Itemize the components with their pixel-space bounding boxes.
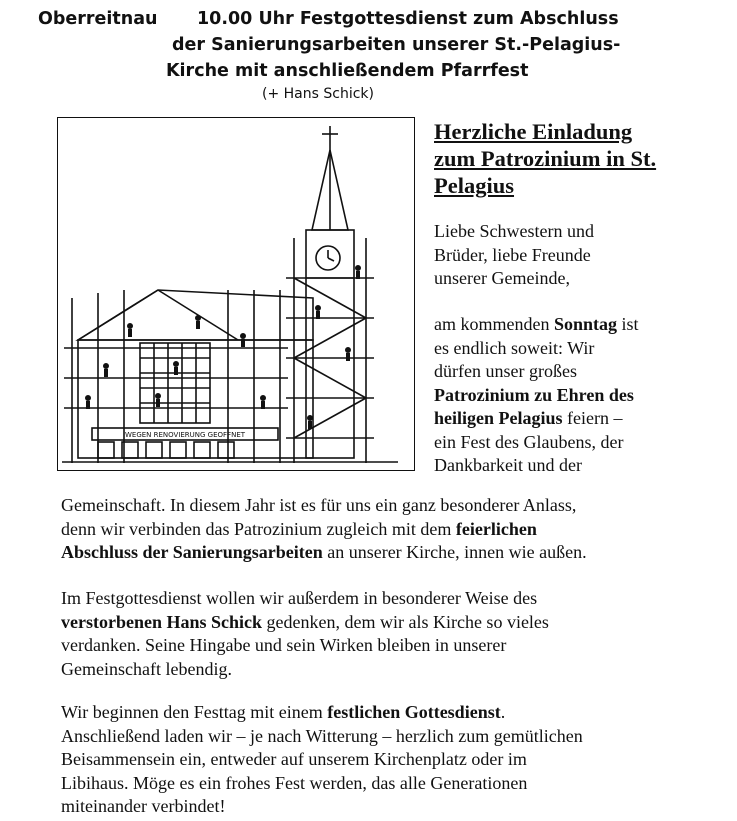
announcement-paragraph-continued: Gemeinschaft. In diesem Jahr ist es für uns ein ganz besonderer Anlass, denn wir verbinden das Patrozinium zugleich mit dem feierlichen Abschluss der Sanierungsarbeiten an unserer Kirche, innen wie außen.: [61, 495, 587, 562]
invitation-title-line-3: Pelagius: [434, 173, 515, 198]
invitation-title-line-2: zum Patrozinium in St.: [434, 146, 657, 171]
place-name: Oberreitnau: [38, 9, 158, 29]
program-paragraph: Wir beginnen den Festtag mit einem festlichen Gottesdienst. Anschließend laden wir – je nach Witterung – herzlich zum gemütlichen Beisammensein ein, entweder auf unserem Kirchenplatz oder im Libihaus. Möge es ein frohes Fest werden, das alle Generationen miteinander verbindet!: [61, 702, 583, 816]
invitation-title-line-1: Herzliche Einladung: [434, 119, 633, 144]
church-illustration: [57, 117, 415, 471]
church-drawing: [58, 118, 414, 470]
announcement-paragraph: am kommenden Sonntag ist es endlich soweit: Wir dürfen unser großes Patrozinium zu Ehren des heiligen Pelagius feiern – ein Fest des Glaubens, der Dankbarkeit und der: [434, 314, 639, 475]
headline-line-2: der Sanierungsarbeiten unserer St.-Pelagius-: [172, 35, 621, 55]
memorial-subtitle: (+ Hans Schick): [262, 86, 374, 102]
headline-line-1: 10.00 Uhr Festgottesdienst zum Abschluss: [197, 9, 619, 29]
memorial-paragraph: Im Festgottesdienst wollen wir außerdem in besonderer Weise des verstorbenen Hans Schick gedenken, dem wir als Kirche so vieles verdanken. Seine Hingabe und sein Wirken bleiben in unserer Gemeinschaft lebendig.: [61, 588, 549, 679]
invitation-title: [434, 118, 734, 199]
greeting-paragraph: Liebe Schwestern und Brüder, liebe Freunde unserer Gemeinde,: [434, 221, 594, 288]
renovation-banner-text: WEGEN RENOVIERUNG GEOFFNET: [124, 431, 246, 439]
headline-line-3: Kirche mit anschließendem Pfarrfest: [166, 61, 529, 81]
